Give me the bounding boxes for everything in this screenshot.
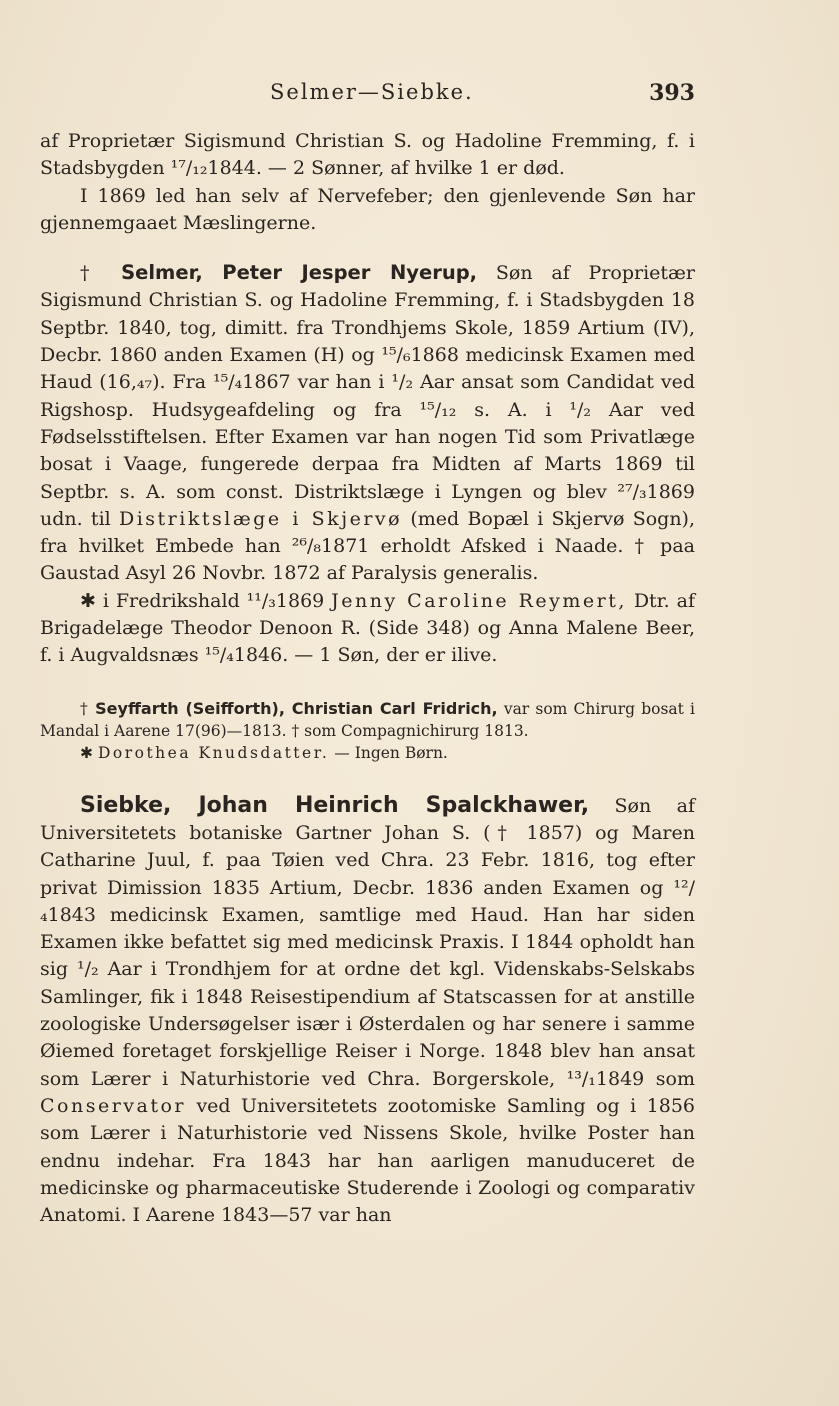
entry-text: Søn af Proprietær Sigismund Christian S. og Hadoline Fremming, f. i Stadsbygden 18 Septbr. 1840, tog, dimitt. fra Trondhjems Skole, 1859 Artium (IV), Decbr. 1860 anden Examen (H) og ¹⁵/₆1868 medicinsk Examen med Haud (16,₄₇). Fra ¹⁵/₄1867 var han i ¹/₂ Aar ansat som Candidat ved Rigshosp. Hudsygeafdeling og fra ¹⁵/₁₂ s. A. i ¹/₂ Aar ved Fødselsstiftelsen. Efter Examen var han nogen Tid som Privatlæge bosat i Vaage, fungerede derpaa fra Midten af Marts 1869 til Septbr. s. A. som const. Distriktslæge i Lyngen og blev ²⁷/₃1869 udn. til: [40, 262, 695, 530]
entry-text: (med Bopæl i Skjervø Sogn), fra hvilket Embede han ²⁶/₈1871 erholdt Afsked i Naade. † paa Gaustad Asyl 26 Novbr. 1872 af Paralysis generalis.: [40, 507, 696, 585]
entry-siebke: [40, 792, 695, 1230]
entry-text: Søn af Universitetets botaniske Gartner Johan S. († 1857) og Maren Catharine Juul, f. paa Tøien ved Chra. 23 Febr. 1816, tog efter privat Dimission 1835 Artium, Decbr. 1836 anden Examen og ¹²/₄1843 medicinsk Examen, samtlige med Haud. Han har siden Examen ikke befattet sig med medicinsk Praxis. I 1844 opholdt han sig ¹/₂ Aar i Trondhjem for at ordne det kgl. Videnskabs-Selskabs Samlinger, fik i 1848 Reisestipendium af Statscassen for at anstille zoologiske Undersøgelser især i Østerdalen og har senere i samme Øiemed foretaget forskjellige Reiser i Norge. 1848 blev han ansat som Lærer i Naturhistorie ved Chra. Borgerskole, ¹³/₁1849 som: [40, 794, 695, 1090]
entry-selmer-biography: [40, 259, 695, 588]
entry-siebke-biography: [40, 792, 695, 1230]
marriage-text: — Ingen Børn.: [334, 743, 448, 762]
spacer: [40, 237, 695, 259]
entry-name: Selmer, Peter Jesper Nyerup,: [121, 261, 478, 285]
spacer: [40, 764, 695, 792]
spouse-name: Dorothea Knudsdatter.: [97, 743, 330, 762]
continuation-paragraph-2: I 1869 led han selv af Nervefeber; den gjenlevende Søn har gjennemgaaet Mæslingerne.: [40, 184, 695, 234]
death-mark: †: [80, 262, 103, 285]
entry-selmer-marriage: [40, 588, 695, 670]
page-header: [40, 80, 695, 110]
page-number: 393: [649, 80, 695, 106]
marriage-mark: ✱: [80, 589, 96, 612]
entry-seyffarth-marriage: [40, 742, 695, 764]
spacer: [40, 670, 695, 698]
marriage-text: Dtr. af Brigadelæge Theodor Denoon R. (Side 348) og Anna Malene Beer, f. i Augvaldsnæs ¹⁵/₄1846. — 1 Søn, der er ilive.: [40, 589, 695, 667]
marriage-mark: ✱: [80, 743, 93, 762]
continuation-paragraph-1: af Proprietær Sigismund Christian S. og Hadoline Fremming, f. i Stadsbygden ¹⁷/₁₂1844. — 2 Sønner, af hvilke 1 er død.: [40, 130, 695, 180]
entry-name: Siebke, Johan Heinrich Spalckhawer,: [80, 792, 590, 818]
death-mark: †: [80, 699, 89, 718]
marriage-place: i Fredrikshald ¹¹/₃1869: [102, 589, 325, 612]
entry-text: var som Chirurg bosat i Mandal i Aarene 17(96)—1813. † som Compagnichirurg 1813.: [40, 699, 696, 740]
running-head: Selmer—Siebke.: [270, 80, 474, 104]
entry-selmer: [40, 259, 695, 669]
page-body: [40, 128, 695, 1229]
entry-spaced-text: Distriktslæge i Skjervø: [118, 507, 403, 530]
entry-spaced-text: Conservator: [40, 1094, 187, 1117]
entry-seyffarth: [40, 698, 695, 764]
entry-name: Seyffarth (Seifforth), Christian Carl Fridrich,: [95, 698, 498, 718]
entry-text: ved Universitetets zootomiske Samling og i 1856 som Lærer i Naturhistorie ved Nissens Skole, hvilke Poster han endnu indehar. Fra 1843 har han aarligen manuduceret de medicinske og pharmaceutiske Studerende i Zoologi og comparativ Anatomi. I Aarene 1843—57 var han: [40, 1094, 696, 1227]
entry-seyffarth-biography: [40, 698, 695, 742]
spouse-name: Jenny Caroline Reymert,: [331, 589, 627, 612]
